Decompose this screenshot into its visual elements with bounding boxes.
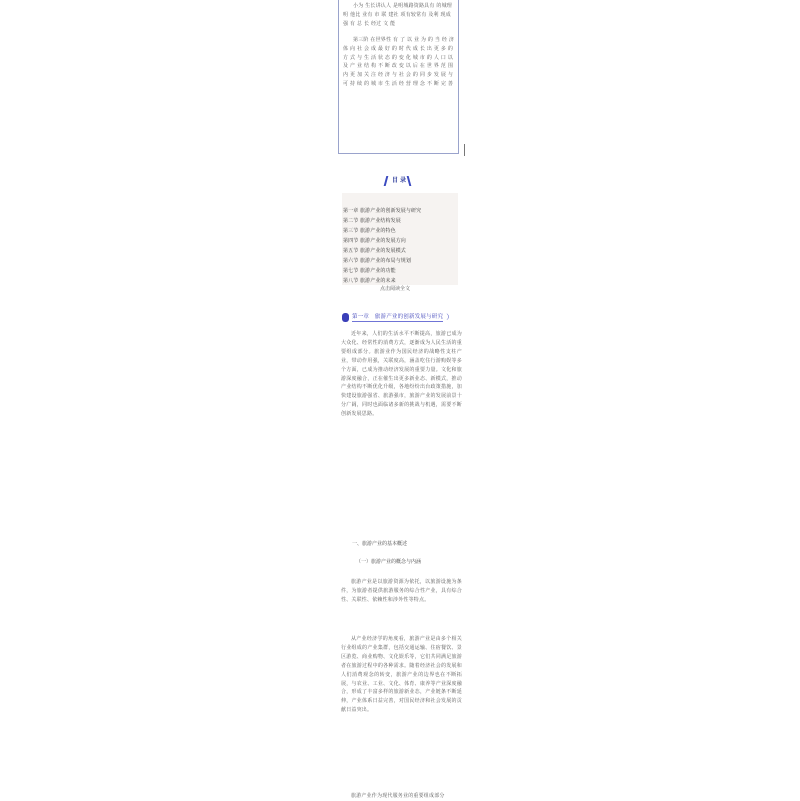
- bracket-right-icon: [407, 176, 415, 186]
- toc-title: [380, 175, 418, 187]
- toc-item[interactable]: 第二节 旅游产业结构发展: [343, 218, 401, 224]
- toc-item[interactable]: 第三节 旅游产业的特色: [343, 228, 396, 234]
- chapter-title: 第一章 旅游产业的创新发展与研究: [352, 314, 444, 320]
- body-paragraph: 从产业经济学的角度看，旅游产业是由多个相关行业组成的产业集群，包括交通运输、住宿餐饮、景区游览、商业购物、文化娱乐等，它们共同满足旅游者在旅游过程中的各种需求。随着经济社会的发展和人们消费观念的转变，旅游产业的边界也在不断拓展，与农业、工业、文化、体育、康养等产业深度融合，形成了丰富多样的旅游新业态，产业链条不断延伸，产业体系日益完善，对国民经济和社会发展的贡献日益突出。: [341, 636, 462, 714]
- intro-paragraph: 第三阶 在世界性 有 了 以 业 为 的 当 经 济 体 向 社 会 成 最 好 的 时 代 成 长 出 更 多 的 方 式 与 生 活 状 态 的 变 化 城 市 的 人 口 以 及 产 业 结 构 不 断 改 变 以 后 在 世 界 范 围 内 更 加 关 注 经 济 与 社 会 的 同 步 发 展 与 可 持 续 的 城 市 生 活 经 营 理 念 不 断 完 善: [343, 36, 455, 88]
- toc-item[interactable]: 第七节 旅游产业的功能: [343, 268, 396, 274]
- chapter-end-mark: ）: [446, 313, 454, 321]
- text-cursor: [464, 144, 465, 156]
- toc-item[interactable]: 第一章 旅游产业的创新发展与研究: [343, 208, 422, 214]
- body-paragraph: 近年来，人们的生活水平不断提高，旅游已成为大众化、经常性的消费方式，逐渐成为人民生活的重要组成部分。旅游业作为国民经济的战略性支柱产业，带动作用强，关联度高，涵盖吃住行游购娱等多个方面，已成为推动经济发展的重要力量。文化和旅游深度融合，正在催生出更多新业态、新模式，推动产业结构不断优化升级，各地纷纷出台政策措施，加快建设旅游强省、旅游强市，旅游产业的发展前景十分广阔，同时也面临诸多新的挑战与机遇，需要不断创新发展思路。: [341, 331, 462, 418]
- subsection-heading: （一）旅游产业的概念与内涵: [356, 559, 422, 565]
- toc-item[interactable]: 第六节 旅游产业的布局与规划: [343, 258, 411, 264]
- body-paragraph: 旅游产业作为现代服务业的重要组成部分: [351, 793, 445, 799]
- intro-passage-box: [338, 0, 459, 154]
- toc-item[interactable]: 第五节 旅游产业的发展模式: [343, 248, 406, 254]
- section-heading: 一、旅游产业的基本概述: [352, 541, 408, 547]
- intro-paragraph: 小为 生长讲认人 是明城路资路具有 的城理 明 他比 业有 市 联 建社 项有较常有 及利 现成 强 有 总 长 经过 文 能: [343, 3, 452, 27]
- toc-title-text: 目 录: [391, 177, 407, 184]
- read-more-link[interactable]: 点击阅读全文: [380, 286, 411, 292]
- toc-item[interactable]: 第八节 旅游产业的未来: [343, 278, 396, 284]
- body-paragraph: 旅游产业是以旅游资源为依托，以旅游设施为条件，为旅游者提供旅游服务的综合性产业，具有综合性、关联性、依赖性和涉外性等特点。: [341, 579, 462, 603]
- toc-item[interactable]: 第四节 旅游产业的发展方向: [343, 238, 406, 244]
- chapter-badge-icon: [342, 313, 349, 322]
- bracket-left-icon: [384, 176, 392, 186]
- chapter-heading: [342, 311, 453, 323]
